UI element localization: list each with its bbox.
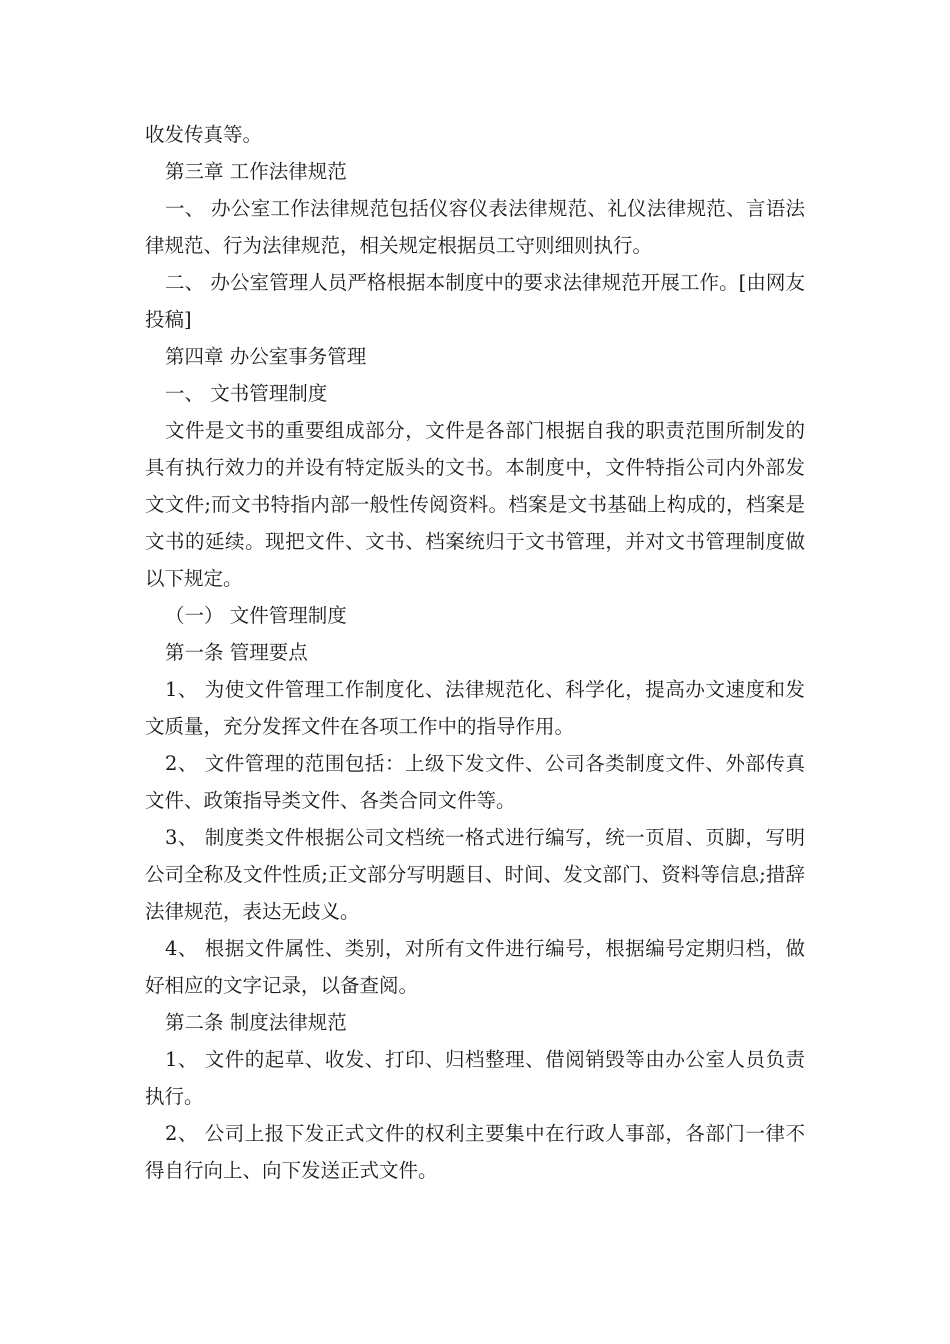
chapter-heading: 第四章 办公室事务管理 (165, 345, 367, 368)
paragraph: 1、 为使文件管理工作制度化、法律规范化、科学化，提高办文速度和发文质量，充分发挥文件在各项工作中的指导作用。 (145, 678, 805, 738)
paragraph: 收发传真等。 (145, 123, 263, 146)
paragraph: 一、 办公室工作法律规范包括仪容仪表法律规范、礼仪法律规范、言语法律规范、行为法律规范，相关规定根据员工守则细则执行。 (145, 197, 805, 257)
paragraph: 1、 文件的起草、收发、打印、归档整理、借阅销毁等由办公室人员负责执行。 (145, 1048, 805, 1108)
chapter-heading: 第三章 工作法律规范 (165, 160, 347, 183)
paragraph: 二、 办公室管理人员严格根据本制度中的要求法律规范开展工作。[由网友投稿] (145, 271, 805, 331)
article-heading: 第一条 管理要点 (165, 641, 308, 664)
document-body (145, 116, 805, 1189)
paragraph: 2、 公司上报下发正式文件的权利主要集中在行政人事部，各部门一律不得自行向上、向下发送正式文件。 (145, 1122, 805, 1182)
paragraph: 4、 根据文件属性、类别，对所有文件进行编号，根据编号定期归档，做好相应的文字记录，以备查阅。 (145, 937, 805, 997)
subsection-heading: （一） 文件管理制度 (165, 604, 347, 627)
paragraph: 2、 文件管理的范围包括：上级下发文件、公司各类制度文件、外部传真文件、政策指导类文件、各类合同文件等。 (145, 752, 805, 812)
paragraph: 文件是文书的重要组成部分，文件是各部门根据自我的职责范围所制发的具有执行效力的并设有特定版头的文书。本制度中，文件特指公司内外部发文文件;而文书特指内部一般性传阅资料。档案是文书基础上构成的，档案是文书的延续。现把文件、文书、档案统归于文书管理，并对文书管理制度做以下规定。 (145, 419, 805, 590)
section-heading: 一、 文书管理制度 (165, 382, 328, 405)
paragraph: 3、 制度类文件根据公司文档统一格式进行编写，统一页眉、页脚，写明公司全称及文件性质;正文部分写明题目、时间、发文部门、资料等信息;措辞法律规范，表达无歧义。 (145, 826, 805, 923)
article-heading: 第二条 制度法律规范 (165, 1011, 347, 1034)
